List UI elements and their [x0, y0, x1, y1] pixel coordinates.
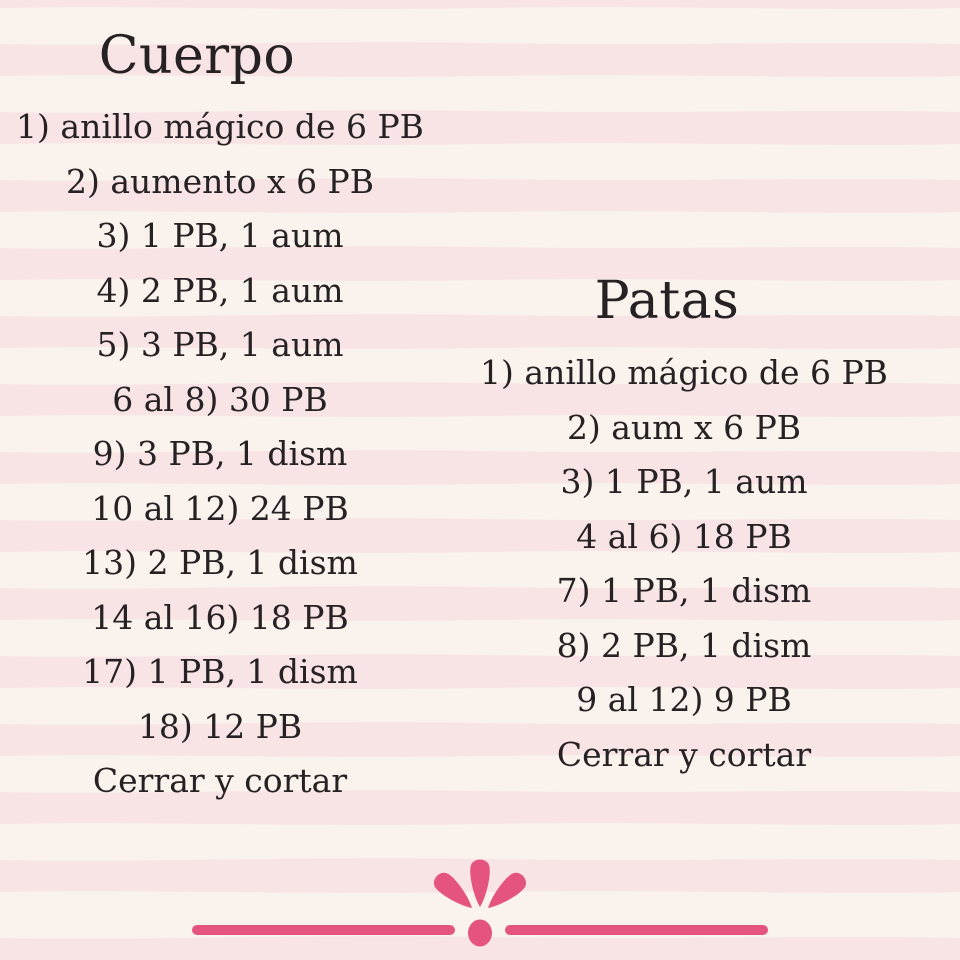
pattern-row: 17) 1 PB, 1 dism — [82, 652, 358, 691]
pattern-row-clipped: Cerrar y cortar — [556, 734, 812, 774]
pattern-row: 1) anillo mágico de 6 PB — [16, 107, 424, 146]
pattern-row: 9 al 12) 9 PB — [576, 680, 792, 719]
pattern-row: 4) 2 PB, 1 aum — [96, 270, 344, 310]
pattern-row: 1) anillo mágico de 6 PB — [480, 353, 888, 392]
pattern-row: 5) 3 PB, 1 aum — [96, 325, 344, 364]
pattern-row: 9) 3 PB, 1 dism — [92, 434, 348, 473]
pattern-row: 6 al 8) 30 PB — [112, 379, 328, 419]
section-title-cuerpo: Cuerpo — [98, 26, 296, 86]
pattern-row: 3) 1 PB, 1 aum — [560, 462, 808, 501]
section-title-patas: Patas — [594, 271, 740, 331]
pattern-row: 7) 1 PB, 1 dism — [556, 571, 812, 610]
pattern-row: 2) aum x 6 PB — [566, 407, 802, 447]
pattern-row-clipped: Cerrar y cortar — [92, 761, 348, 800]
pattern-row: 18) 12 PB — [137, 706, 303, 746]
pattern-row: 3) 1 PB, 1 aum — [96, 216, 344, 255]
pattern-row: 2) aumento x 6 PB — [65, 161, 375, 201]
pattern-row: 13) 2 PB, 1 dism — [82, 543, 358, 582]
flower-center-dot — [468, 920, 492, 947]
pattern-row: 8) 2 PB, 1 dism — [556, 625, 812, 665]
divider-line-right — [505, 925, 768, 935]
flower-petal-center — [470, 860, 490, 908]
pattern-row: 14 al 16) 18 PB — [91, 597, 349, 637]
divider-line-left — [192, 925, 455, 935]
pattern-row: 10 al 12) 24 PB — [91, 488, 349, 528]
pattern-row: 4 al 6) 18 PB — [576, 516, 792, 556]
